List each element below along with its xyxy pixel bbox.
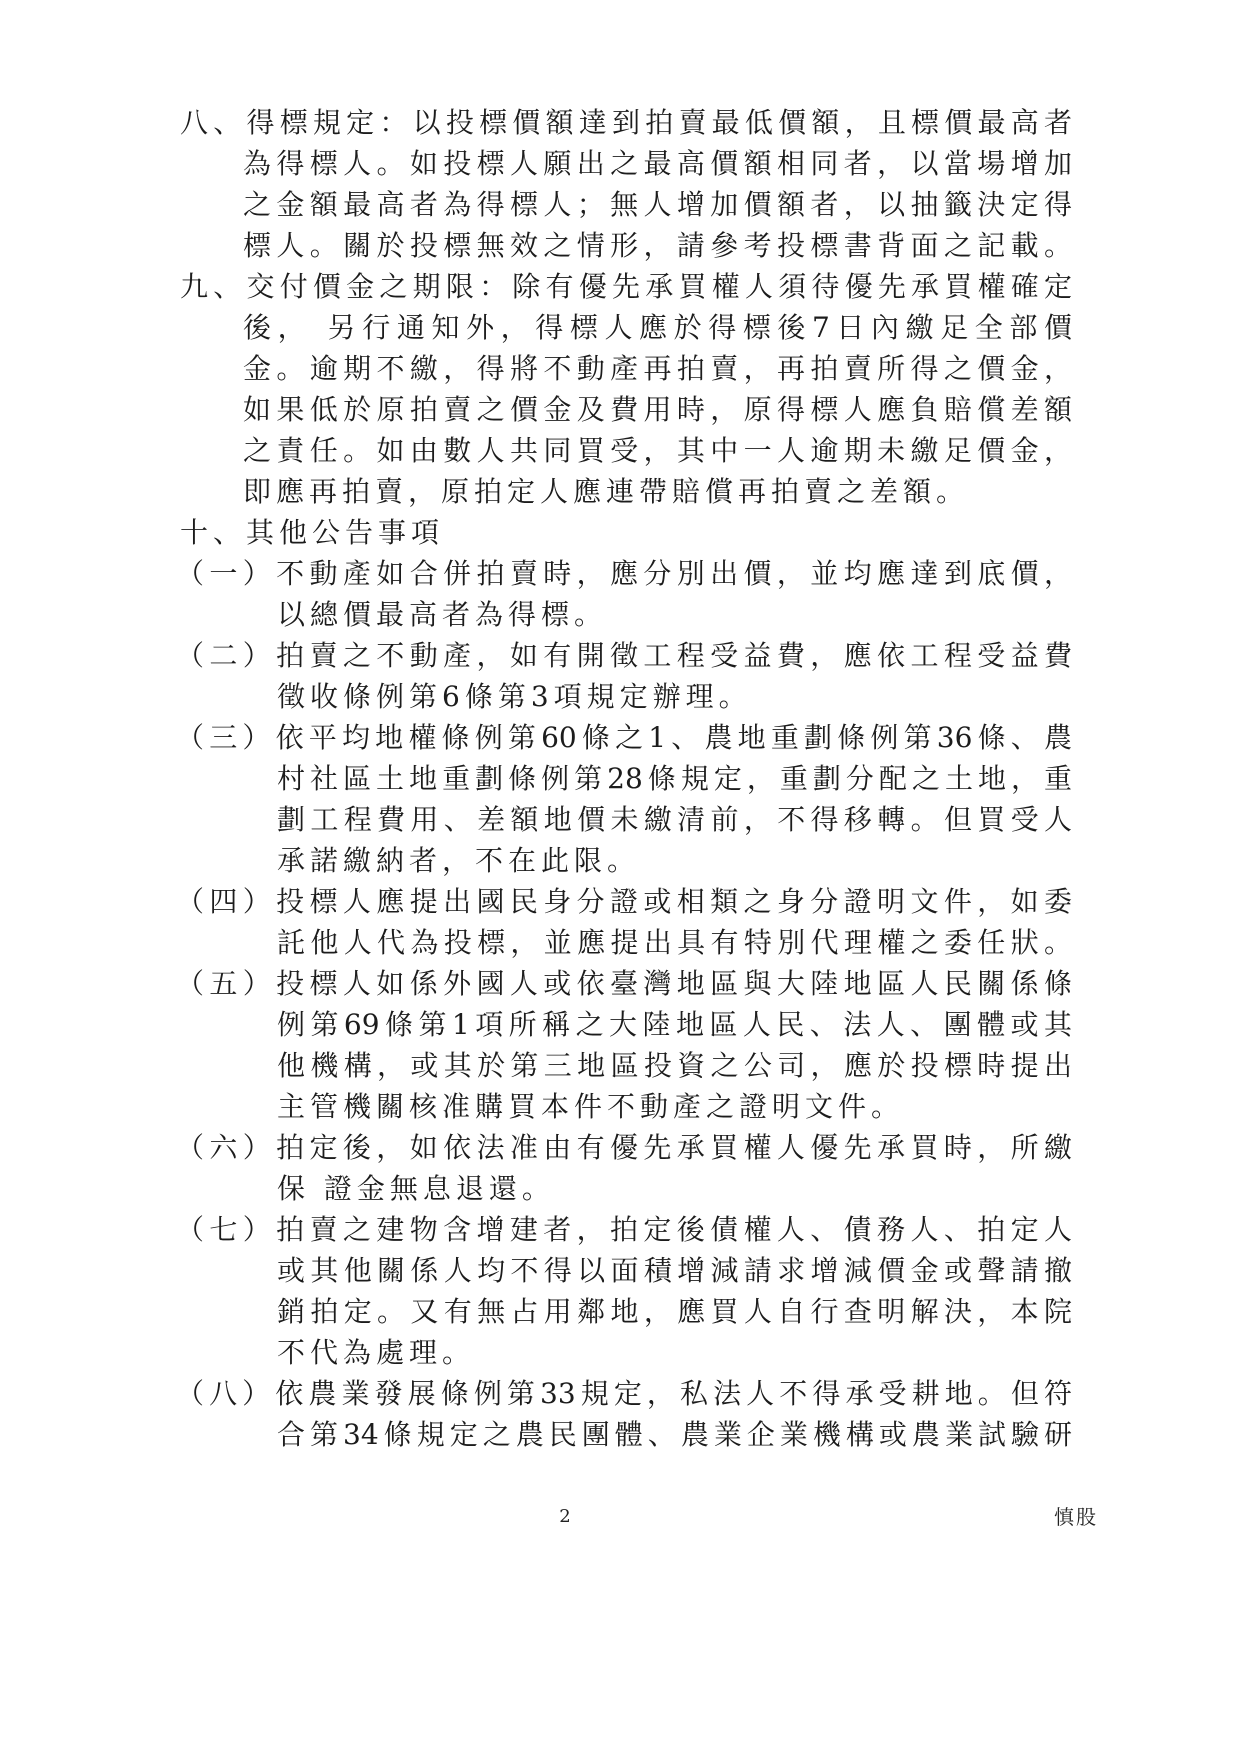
subitem-2-label: （二） — [176, 639, 277, 672]
item-9-line-6: 即應再拍賣，原拍定人應連帶賠償再拍賣之差額。 — [243, 475, 970, 508]
item-10-label: 十、 — [180, 516, 247, 549]
subitem-8-line-1 — [176, 1373, 1072, 1414]
subitem-8-line-2: 合第34條規定之農民團體、農業企業機構或農業試驗研 — [277, 1418, 1072, 1451]
document-body — [0, 102, 1240, 1455]
item-9-line-4: 如果低於原拍賣之價金及費用時，原得標人應負賠償差額 — [243, 393, 1072, 426]
item-10-heading — [180, 512, 1072, 553]
subitem-5-line-4: 主管機關核准購買本件不動產之證明文件。 — [277, 1090, 905, 1123]
subitem-7-line-4: 不代為處理。 — [277, 1336, 476, 1369]
subitem-4-line-2: 託他人代為投標，並應提出具有特別代理權之委任狀。 — [277, 926, 1072, 959]
subitem-6-line-1 — [176, 1127, 1072, 1168]
subitem-3-line-4: 承諾繳納者，不在此限。 — [277, 844, 641, 877]
item-8-winning-bid-rules — [0, 102, 1240, 266]
item-8-text: 得標規定：以投標價額達到拍賣最低價額，且標價最高者 — [246, 106, 1072, 139]
subitem-3-line-1 — [176, 717, 1072, 758]
subitem-3-line-3: 劃工程費用、差額地價未繳清前，不得移轉。但買受人 — [277, 803, 1072, 836]
subitem-2-line-2: 徵收條例第6條第3項規定辦理。 — [277, 680, 752, 713]
subitem-1-label: （一） — [176, 557, 277, 590]
subitem-1-text: 不動產如合併拍賣時，應分別出價，並均應達到底價， — [276, 557, 1072, 590]
item-9-text: 交付價金之期限：除有優先承買權人須待優先承買權確定 — [246, 270, 1072, 303]
subitem-7-line-2: 或其他關係人均不得以面積增減請求增減價金或聲請撤 — [277, 1254, 1072, 1287]
subitem-5-line-2: 例第69條第1項所稱之大陸地區人民、法人、團體或其 — [277, 1008, 1072, 1041]
subitem-5 — [0, 963, 1240, 1127]
footer-division-note: 慎股 — [1054, 1505, 1098, 1529]
subitem-2-line-1 — [176, 635, 1072, 676]
subitem-7-label: （七） — [176, 1213, 277, 1246]
subitem-3-text: 依平均地權條例第60條之1、農地重劃條例第36條、農 — [275, 721, 1072, 754]
subitem-5-line-3: 他機構，或其於第三地區投資之公司，應於投標時提出 — [277, 1049, 1072, 1082]
subitem-4 — [0, 881, 1240, 963]
item-8-line-2: 為得標人。如投標人願出之最高價額相同者，以當場增加 — [243, 147, 1072, 180]
subitem-5-label: （五） — [176, 967, 277, 1000]
subitem-1-line-1 — [176, 553, 1072, 594]
subitem-4-text: 投標人應提出國民身分證或相類之身分證明文件，如委 — [276, 885, 1072, 918]
item-9-line-5: 之責任。如由數人共同買受，其中一人逾期未繳足價金， — [243, 434, 1072, 467]
subitem-3-label: （三） — [176, 721, 276, 754]
subitem-7-line-3: 銷拍定。又有無占用鄰地，應買人自行查明解決，本院 — [277, 1295, 1072, 1328]
subitem-8-label: （八） — [176, 1377, 276, 1410]
subitem-5-line-1 — [176, 963, 1072, 1004]
subitem-8-text: 依農業發展條例第33規定，私法人不得承受耕地。但符 — [275, 1377, 1072, 1410]
subitem-6-label: （六） — [176, 1131, 277, 1164]
subitem-4-line-1 — [176, 881, 1072, 922]
subitem-7 — [0, 1209, 1240, 1373]
item-8-label: 八、 — [180, 106, 247, 139]
subitem-6-text: 拍定後，如依法准由有優先承買權人優先承買時，所繳 — [276, 1131, 1072, 1164]
subitem-3-line-2: 村社區土地重劃條例第28條規定，重劃分配之土地，重 — [277, 762, 1072, 795]
item-10-other-notices — [0, 512, 1240, 1455]
item-9-payment-deadline — [0, 266, 1240, 512]
page-number: 2 — [559, 1506, 571, 1527]
subitem-1-line-2: 以總價最高者為得標。 — [277, 598, 608, 631]
subitem-7-line-1 — [176, 1209, 1072, 1250]
subitem-8 — [0, 1373, 1240, 1455]
subitem-3 — [0, 717, 1240, 881]
subitem-7-text: 拍賣之建物含增建者，拍定後債權人、債務人、拍定人 — [276, 1213, 1072, 1246]
subitem-4-label: （四） — [176, 885, 277, 918]
subitem-2 — [0, 635, 1240, 717]
subitem-6 — [0, 1127, 1240, 1209]
item-10-heading-text: 其他公告事項 — [246, 516, 445, 549]
item-9-line-2: 後， 另行通知外，得標人應於得標後7日內繳足全部價 — [243, 311, 1072, 344]
item-8-line-3: 之金額最高者為得標人；無人增加價額者，以抽籤決定得 — [243, 188, 1072, 221]
subitem-2-text: 拍賣之不動產，如有開徵工程受益費，應依工程受益費 — [276, 639, 1072, 672]
subitem-5-text: 投標人如係外國人或依臺灣地區與大陸地區人民關係條 — [276, 967, 1072, 1000]
item-9-line-1 — [180, 266, 1072, 307]
item-9-label: 九、 — [180, 270, 247, 303]
item-8-line-1 — [180, 102, 1072, 143]
subitem-6-line-2: 保 證金無息退還。 — [277, 1172, 555, 1205]
item-8-line-4: 標人。關於投標無效之情形，請參考投標書背面之記載。 — [243, 229, 1072, 262]
item-9-line-3: 金。逾期不繳，得將不動產再拍賣，再拍賣所得之價金， — [243, 352, 1072, 385]
subitem-1 — [0, 553, 1240, 635]
